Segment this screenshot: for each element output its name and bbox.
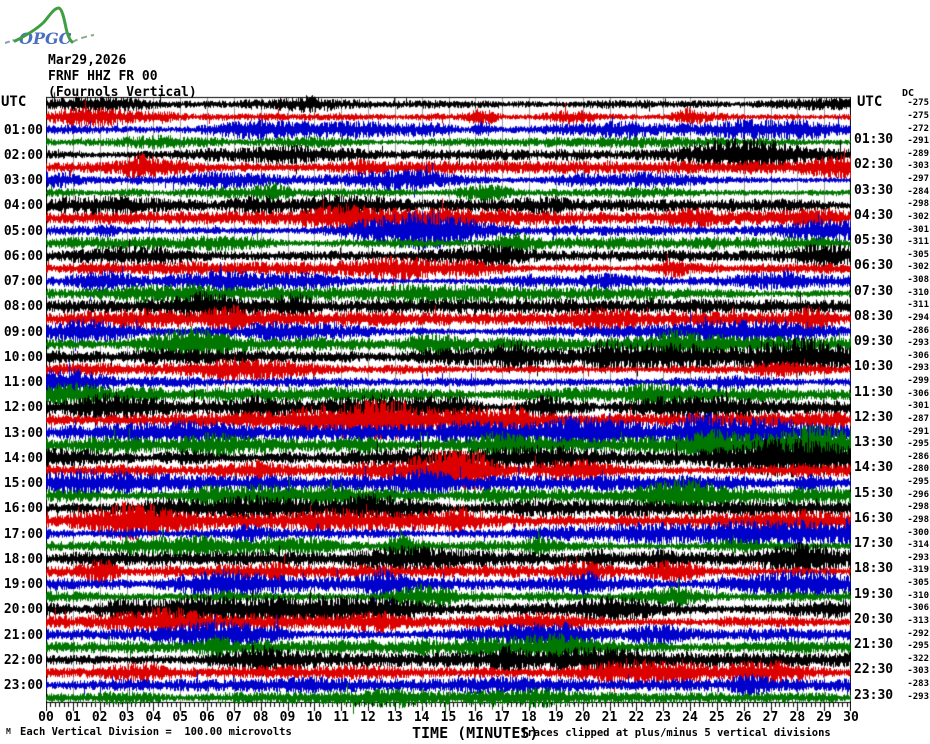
vertical-division-note: Each Vertical Division = 100.00 microvolts [20,726,292,738]
logo-right-dash [72,35,94,42]
x-tick-label-13: 13 [387,710,403,725]
dc-offset-value: -286 [907,326,929,336]
dc-offset-value: -301 [907,401,929,411]
x-tick-label-20: 20 [574,710,591,725]
x-tick-label-02: 02 [91,710,108,725]
dc-offset-value: -286 [907,452,929,462]
dc-offset-value: -303 [907,161,929,171]
x-tick-label-14: 14 [413,710,430,725]
hour-label-left-1700: 17:00 [3,527,43,542]
dc-offset-value: -296 [907,490,929,500]
dc-offset-value: -319 [907,565,929,575]
hour-label-left-2000: 20:00 [3,602,43,617]
hour-label-left-1900: 19:00 [3,577,43,592]
dc-offset-value: -295 [907,439,929,449]
station-code: FRNF HHZ FR 00 [48,69,158,84]
dc-offset-value: -306 [907,389,929,399]
dc-offset-value: -280 [907,464,929,474]
x-tick-label-28: 28 [789,710,806,725]
hour-label-right-0830: 08:30 [854,309,894,324]
hour-label-right-0230: 02:30 [854,157,894,172]
x-tick-label-23: 23 [655,710,671,725]
hour-label-right-1730: 17:30 [854,536,894,551]
hour-label-right-0530: 05:30 [854,233,894,248]
x-tick-label-01: 01 [65,710,81,725]
dc-offset-value: -311 [907,300,929,310]
x-axis-title: TIME (MINUTES) [412,724,539,742]
hour-label-right-0430: 04:30 [854,208,894,223]
dc-offset-value: -283 [907,679,929,689]
x-tick-label-22: 22 [628,710,645,725]
hour-label-right-0330: 03:30 [854,183,894,198]
dc-offset-value: -287 [907,414,929,424]
dc-offset-value: -293 [907,692,929,702]
hour-label-right-1030: 10:30 [854,359,894,374]
x-tick-label-09: 09 [279,710,296,725]
hour-label-left-1800: 18:00 [3,552,43,567]
x-tick-label-17: 17 [494,710,510,725]
dc-offset-value: -291 [907,136,929,146]
hour-label-right-2130: 21:30 [854,637,894,652]
x-tick-label-24: 24 [682,710,698,725]
x-tick-label-30: 30 [843,710,859,725]
hour-label-right-1830: 18:30 [854,561,894,576]
hour-label-left-1100: 11:00 [3,375,43,390]
hour-label-right-1630: 16:30 [854,511,894,526]
x-tick-label-16: 16 [467,710,484,725]
dc-offset-value: -295 [907,641,929,651]
dc-offset-value: -295 [907,477,929,487]
dc-offset-value: -310 [907,591,929,601]
dc-offset-value: -302 [907,212,929,222]
dc-offset-value: -306 [907,351,929,361]
hour-label-right-1130: 11:30 [854,385,894,400]
hour-label-left-0600: 06:00 [3,249,43,264]
clipping-note: Traces clipped at plus/minus 5 vertical divisions [521,727,831,739]
hour-label-right-1230: 12:30 [854,410,894,425]
hour-label-left-0300: 03:00 [3,173,43,188]
hour-label-right-0130: 01:30 [854,132,894,147]
dc-offset-value: -299 [907,376,929,386]
dc-offset-value: -292 [907,629,929,639]
dc-offset-value: -314 [907,540,929,550]
dc-offset-value: -272 [907,124,929,134]
dc-offset-value: -305 [907,578,929,588]
x-tick-label-27: 27 [762,710,779,725]
helicorder-trace-canvas [46,90,851,715]
hour-label-left-0100: 01:00 [3,123,43,138]
dc-offset-value: -293 [907,363,929,373]
hour-label-left-1500: 15:00 [3,476,43,491]
hour-label-left-1200: 12:00 [3,400,43,415]
x-tick-label-25: 25 [709,710,725,725]
x-tick-label-12: 12 [360,710,376,725]
hour-label-right-1930: 19:30 [854,587,894,602]
hour-label-right-1430: 14:30 [854,460,894,475]
hour-label-right-2330: 23:30 [854,688,894,703]
x-tick-label-18: 18 [521,710,537,725]
dc-offset-value: -322 [907,654,929,664]
dc-offset-value: -302 [907,262,929,272]
x-tick-label-11: 11 [333,710,349,725]
dc-offset-header: DC [902,88,915,99]
hour-label-left-1400: 14:00 [3,451,43,466]
dc-offset-value: -291 [907,427,929,437]
hour-label-right-0630: 06:30 [854,258,894,273]
dc-offset-value: -303 [907,666,929,676]
dc-offset-value: -297 [907,174,929,184]
x-tick-label-19: 19 [548,710,564,725]
dc-offset-value: -293 [907,338,929,348]
hour-label-left-2300: 23:00 [3,678,43,693]
logo-left-dash [5,40,14,43]
hour-label-right-2230: 22:30 [854,662,894,677]
opgc-logo [2,2,134,60]
dc-offset-value: -275 [907,98,929,108]
hour-label-left-0200: 02:00 [3,148,43,163]
dc-offset-value: -298 [907,502,929,512]
x-tick-label-10: 10 [306,710,323,725]
utc-header-left: UTC [1,94,27,110]
corner-mark: M [6,727,11,736]
x-tick-label-04: 04 [145,710,162,725]
hour-label-left-1000: 10:00 [3,350,43,365]
hour-label-left-0400: 04:00 [3,198,43,213]
dc-offset-value: -293 [907,553,929,563]
hour-label-right-1530: 15:30 [854,486,894,501]
plot-date: Mar29,2026 [48,53,127,68]
hour-label-left-0700: 07:00 [3,274,43,289]
x-tick-label-15: 15 [440,710,457,725]
x-tick-label-21: 21 [601,710,618,725]
hour-label-right-0730: 07:30 [854,284,894,299]
x-tick-label-06: 06 [199,710,215,725]
x-tick-label-03: 03 [118,710,135,725]
hour-label-left-0900: 09:00 [3,325,43,340]
dc-offset-value: -310 [907,288,929,298]
dc-offset-value: -300 [907,528,929,538]
hour-label-left-2200: 22:00 [3,653,43,668]
x-tick-label-05: 05 [172,710,188,725]
hour-label-left-1300: 13:00 [3,426,43,441]
hour-label-left-0500: 05:00 [3,224,43,239]
dc-offset-value: -298 [907,199,929,209]
hour-label-left-1600: 16:00 [3,501,43,516]
x-tick-label-26: 26 [735,710,752,725]
dc-offset-value: -275 [907,111,929,121]
x-tick-label-08: 08 [252,710,269,725]
dc-offset-value: -284 [907,187,929,197]
dc-offset-value: -298 [907,515,929,525]
dc-offset-value: -306 [907,603,929,613]
logo-text: OPGC [19,29,72,48]
hour-label-right-0930: 09:30 [854,334,894,349]
hour-label-left-0800: 08:00 [3,299,43,314]
x-tick-label-29: 29 [816,710,832,725]
dc-offset-value: -311 [907,237,929,247]
dc-offset-value: -308 [907,275,929,285]
dc-offset-value: -289 [907,149,929,159]
x-tick-label-00: 00 [38,710,54,725]
dc-offset-value: -305 [907,250,929,260]
dc-offset-value: -313 [907,616,929,626]
dc-offset-value: -294 [907,313,929,323]
hour-label-right-2030: 20:30 [854,612,894,627]
dc-offset-value: -301 [907,225,929,235]
hour-label-left-2100: 21:00 [3,628,43,643]
x-tick-label-07: 07 [226,710,242,725]
utc-header-right: UTC [857,94,883,110]
hour-label-right-1330: 13:30 [854,435,894,450]
